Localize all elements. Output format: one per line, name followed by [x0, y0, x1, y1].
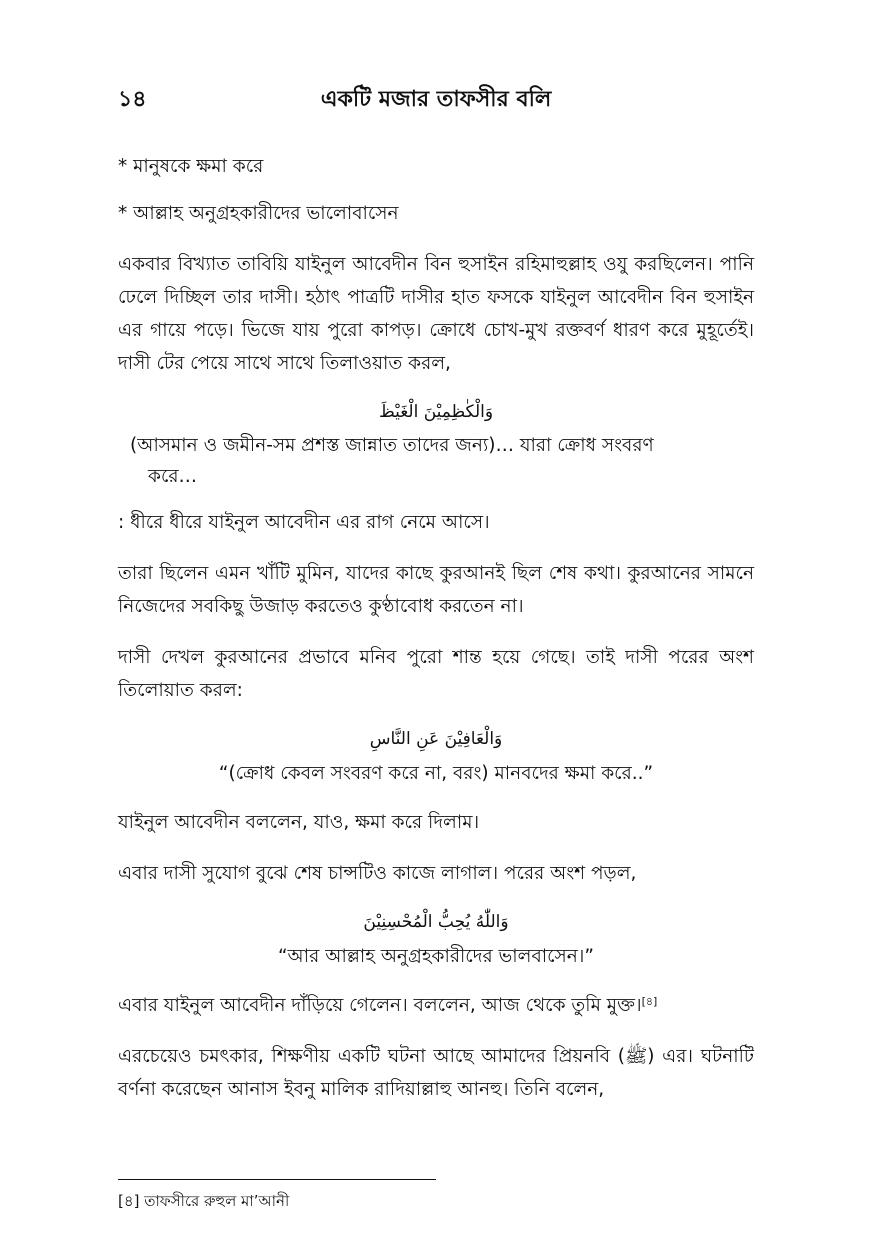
- page-body: [118, 150, 754, 1124]
- translation-1-line-1: (আসমান ও জমীন-সম প্রশস্ত জান্নাত তাদের জন্য)… যারা ক্রোধ সংবরণ: [130, 435, 654, 456]
- paragraph-freed-text: এবার যাইনুল আবেদীন দাঁড়িয়ে গেলেন। বললেন, আজ থেকে তুমি মুক্ত।: [118, 995, 642, 1016]
- verse-translation-1: [118, 430, 754, 492]
- translation-1-line-2: করে…: [148, 466, 198, 487]
- paragraph-next-story: এরচেয়েও চমৎকার, শিক্ষণীয় একটি ঘটনা আছে আমাদের প্রিয়নবি (ﷺ) এর। ঘটনাটি বর্ণনা করেছেন আনাস ইবনু মালিক রাদিয়াল্লাহু আনহু। তিনি বলেন,: [118, 1046, 754, 1100]
- footnote: [৪] তাফসীরে রুহুল মা’আনী: [118, 1192, 290, 1210]
- paragraph-anger-subsides: : ধীরে ধীরে যাইনুল আবেদীন এর রাগ নেমে আসে।: [118, 512, 490, 533]
- verse-translation-2: “(ক্রোধ কেবল সংবরণ করে না, বরং) মানবদের ক্ষমা করে..”: [218, 763, 654, 784]
- running-title: একটি মজার তাফসীর বলি: [320, 87, 552, 112]
- paragraph-forgiven: যাইনুল আবেদীন বললেন, যাও, ক্ষমা করে দিলাম।: [118, 812, 480, 833]
- footnote-reference[interactable]: [৪]: [641, 995, 658, 1008]
- paragraph-freed: [118, 989, 754, 1022]
- paragraph-story-intro: একবার বিখ্যাত তাবিয়ি যাইনুল আবেদীন বিন হুসাইন রহিমাহুল্লাহ ওযু করছিলেন। পানি ঢেলে দিচ্ছিল তার দাসী। হঠাৎ পাত্রটি দাসীর হাত ফসকে যাইনুল আবেদীন বিন হুসাইন এর গায়ে পড়ে। ভিজে যায় পুরো কাপড়। ক্রোধে চোখ-মুখ রক্তবর্ণ ধারণ করে মুহূর্তেই। দাসী টের পেয়ে সাথে সাথে তিলাওয়াত করল,: [118, 254, 754, 374]
- paragraph-servant-recites: দাসী দেখল কুরআনের প্রভাবে মনিব পুরো শান্ত হয়ে গেছে। তাই দাসী পরের অংশ তিলোয়াত করল:: [118, 647, 754, 701]
- arabic-verse-2: وَالْعَافِيْنَ عَنِ النَّاسِ: [369, 729, 503, 749]
- bullet-forgive-people: * মানুষকে ক্ষমা করে: [118, 156, 264, 177]
- footnote-divider: [118, 1179, 436, 1180]
- arabic-verse-3: وَاللّٰهُ يُحِبُّ الْمُحْسِنِيْنَ: [363, 912, 509, 932]
- bullet-allah-loves-doers-of-good: * আল্লাহ অনুগ্রহকারীদের ভালোবাসেন: [118, 203, 399, 224]
- page-number: ১৪: [118, 87, 147, 112]
- verse-translation-3: “আর আল্লাহ অনুগ্রহকারীদের ভালবাসেন।”: [277, 946, 595, 967]
- paragraph-true-believers: তারা ছিলেন এমন খাঁটি মুমিন, যাদের কাছে কুরআনই ছিল শেষ কথা। কুরআনের সামনে নিজেদের সবকিছু উজাড় করতেও কুণ্ঠাবোধ করতেন না।: [118, 563, 754, 617]
- page-header: [118, 82, 754, 122]
- paragraph-last-chance: এবার দাসী সুযোগ বুঝে শেষ চান্সটিও কাজে লাগাল। পরের অংশ পড়ল,: [118, 863, 637, 884]
- arabic-verse-1: وَالْكٰظِمِيْنَ الْغَيْظَ: [378, 402, 494, 422]
